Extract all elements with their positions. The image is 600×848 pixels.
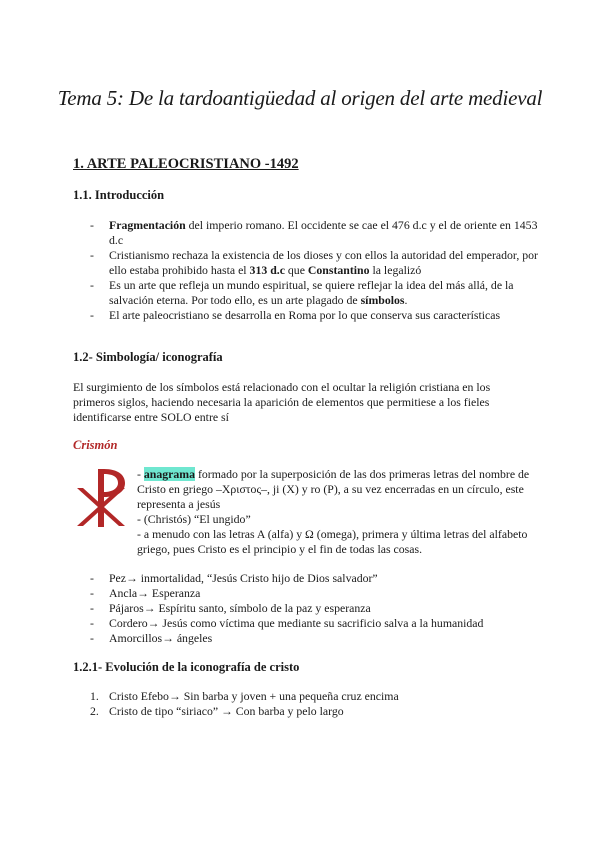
list-item [90, 278, 540, 308]
crismon-description [137, 467, 532, 557]
list-item [90, 218, 540, 248]
bullet-dash: - [90, 248, 94, 262]
chi-rho-symbol-icon [73, 466, 129, 530]
bold-text: Constantino [307, 263, 370, 277]
subsection-heading-simbologia: 1.2- Simbología/ iconografía [73, 350, 223, 364]
item-text: la legalizó [369, 263, 422, 277]
item-text: Cristo Efebo→ Sin barba y joven + una pequeña cruz encima [109, 689, 399, 703]
list-item [90, 704, 540, 719]
item-text: del imperio romano. El occidente se cae el 476 d.c y el de oriente en 1453 d.c [109, 218, 538, 247]
item-text: Cristo de tipo “siriaco” → Con barba y pelo largo [109, 704, 344, 718]
subsection-heading-evolucion: 1.2.1- Evolución de la iconografía de cristo [73, 660, 300, 674]
bullet-dash: - [90, 218, 94, 232]
item-text: Cordero→ Jesús como víctima que mediante su sacrificio salva a la humanidad [109, 616, 484, 630]
bullet-dash: - [90, 278, 94, 292]
highlighted-term: anagrama [143, 467, 196, 481]
list-item [90, 689, 540, 704]
list-item [90, 616, 540, 631]
item-text: Ancla→ Esperanza [109, 586, 201, 600]
list-item [90, 308, 540, 323]
page-title: Tema 5: De la tardoantigüedad al origen del arte medieval [57, 86, 543, 111]
bold-text: símbolos [360, 293, 405, 307]
introduccion-list [90, 218, 540, 323]
list-item [90, 586, 540, 601]
bullet-dash: - [90, 616, 94, 630]
list-item [90, 601, 540, 616]
item-text: Pez→ inmortalidad, “Jesús Cristo hijo de Dios salvador” [109, 571, 378, 585]
bullet-dash: - [90, 601, 94, 615]
bullet-dash: - [90, 586, 94, 600]
item-text: Cristianismo rechaza la existencia de los dioses y con ellos la autoridad del emperador, por ello estaba prohibido hasta el [109, 248, 538, 277]
list-number: 1. [90, 689, 99, 703]
item-text: . [404, 293, 408, 307]
list-item [90, 571, 540, 586]
bold-text: Fragmentación [109, 218, 186, 232]
bullet-dash: - [90, 308, 94, 322]
evolucion-list [90, 689, 540, 719]
item-text: Es un arte que refleja un mundo espiritual, se quiere reflejar la idea del más allá, de la salvación eterna. Por todo ello, es un arte plagado de [109, 278, 514, 307]
item-text: que [284, 263, 308, 277]
list-number: 2. [90, 704, 99, 718]
subsection-heading-introduccion: 1.1. Introducción [73, 188, 165, 202]
bold-text: 313 d.c [249, 263, 285, 277]
bullet-dash: - [90, 631, 94, 645]
symbols-list [90, 571, 540, 646]
item-text: Amorcillos→ ángeles [109, 631, 213, 645]
section-heading-arte-paleocristiano: 1. ARTE PALEOCRISTIANO -1492 [73, 156, 299, 172]
item-text: El arte paleocristiano se desarrolla en Roma por lo que conserva sus características [109, 308, 501, 322]
crismon-line-1: formado por la superposición de las dos primeras letras del nombre de Cristo en griego –Χριστος–, ji (X) y ro (P), a su vez encerradas en un círculo, este representa a jesús [137, 467, 530, 511]
crismon-line-3: - a menudo con las letras A (alfa) y Ω (omega), primera y última letras del alfabeto griego, pues Cristo es el principio y el fin de todas las cosas. [137, 527, 528, 556]
dash-text: - [137, 467, 144, 481]
crismon-heading: Crismón [73, 438, 118, 452]
crismon-line-2: - (Christós) “El ungido” [137, 512, 251, 526]
list-item [90, 248, 540, 278]
list-item [90, 631, 540, 646]
bullet-dash: - [90, 571, 94, 585]
item-text: Pájaros→ Espíritu santo, símbolo de la paz y esperanza [109, 601, 371, 615]
simbologia-paragraph: El surgimiento de los símbolos está relacionado con el ocultar la religión cristiana en los primeros siglos, haciendo necesaria la aparición de elementos que permitiese a los fieles identificarse entre SOLO entre sí [73, 380, 491, 424]
